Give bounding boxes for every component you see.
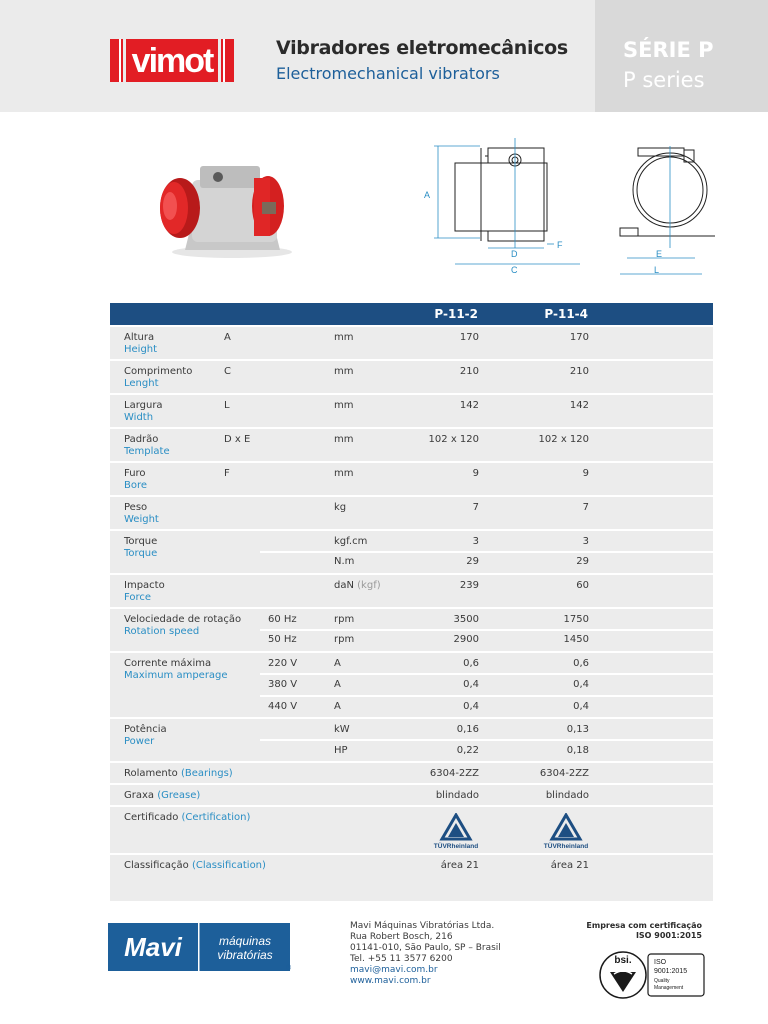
website-link[interactable]: www.mavi.com.br bbox=[350, 976, 431, 986]
vimot-logo-text: vimot bbox=[131, 42, 213, 80]
svg-text:TÜVRheinland: TÜVRheinland bbox=[543, 843, 589, 850]
dimension-drawing bbox=[420, 138, 715, 283]
series-title: SÉRIE P bbox=[623, 38, 714, 62]
table-row-classification: Classificação (Classification) área 21 área 21 bbox=[110, 853, 713, 901]
label-e: E bbox=[656, 249, 663, 259]
svg-text:Mavi: Mavi bbox=[124, 932, 182, 962]
model-col-2: P-11-4 bbox=[544, 307, 588, 321]
label-d: D bbox=[511, 249, 518, 259]
table-row-current: Corrente máxima Maximum amperage 220 V A 0,6 0,6 380 V A 0,4 0,4 440 V A 0,4 0,4 bbox=[110, 651, 713, 717]
svg-text:TÜVRheinland: TÜVRheinland bbox=[433, 843, 479, 850]
tuv-logo bbox=[430, 813, 482, 851]
svg-text:máquinas: máquinas bbox=[218, 934, 272, 948]
spec-table bbox=[110, 303, 713, 901]
certification-title: Empresa com certificação ISO 9001:2015 bbox=[586, 921, 702, 940]
bsi-iso-mark bbox=[598, 950, 706, 1000]
svg-text:vibratórias: vibratórias bbox=[217, 948, 273, 962]
company-address: Mavi Máquinas Vibratórias Ltda. Rua Robert Bosch, 216 01141-010, São Paulo, SP – Brasil Tel. +55 11 3577 6200 mavi@mavi.com.br www.mavi.com.br bbox=[350, 921, 501, 986]
table-row-grease: Graxa (Grease) blindado blindado bbox=[110, 783, 713, 805]
vimot-logo bbox=[110, 39, 234, 82]
table-row-impact: Impacto Force daN (kgf) 239 60 bbox=[110, 573, 713, 607]
email-link[interactable]: mavi@mavi.com.br bbox=[350, 965, 438, 975]
table-row: Padrão Template D x E mm 102 x 120 102 x 120 bbox=[110, 427, 713, 461]
table-row: Furo Bore F mm 9 9 bbox=[110, 461, 713, 495]
table-row-speed: Velociedade de rotação Rotation speed 60 Hz rpm 3500 1750 50 Hz rpm 2900 1450 bbox=[110, 607, 713, 651]
table-row: Altura Height A mm 170 170 bbox=[110, 325, 713, 359]
table-row-certificate: Certificado (Certification) TÜVRheinland TÜVRheinland bbox=[110, 805, 713, 853]
table-row: Peso Weight kg 7 7 bbox=[110, 495, 713, 529]
page-subtitle: Electromechanical vibrators bbox=[276, 64, 500, 83]
label-l: L bbox=[654, 265, 660, 275]
table-row: Largura Width L mm 142 142 bbox=[110, 393, 713, 427]
svg-text:ISO: ISO bbox=[654, 959, 667, 966]
label-a: A bbox=[424, 190, 431, 200]
table-header bbox=[110, 303, 713, 325]
svg-text:9001:2015: 9001:2015 bbox=[654, 968, 688, 975]
svg-text:®: ® bbox=[286, 965, 292, 971]
series-subtitle: P series bbox=[623, 68, 705, 92]
model-col-1: P-11-2 bbox=[434, 307, 478, 321]
svg-text:bsi.: bsi. bbox=[614, 955, 632, 966]
svg-text:Quality: Quality bbox=[654, 978, 670, 984]
label-c: C bbox=[511, 265, 518, 275]
product-photo bbox=[150, 150, 310, 260]
page-title: Vibradores eletromecânicos bbox=[276, 37, 568, 59]
label-f: F bbox=[557, 240, 563, 250]
svg-text:Management: Management bbox=[654, 985, 684, 991]
table-row: Comprimento Lenght C mm 210 210 bbox=[110, 359, 713, 393]
tuv-logo bbox=[540, 813, 592, 851]
table-row-torque: Torque Torque kgf.cm 3 3 N.m 29 29 bbox=[110, 529, 713, 573]
mavi-logo bbox=[108, 923, 293, 971]
table-row-power: Potência Power kW 0,16 0,13 HP 0,22 0,18 bbox=[110, 717, 713, 761]
table-row-bearings: Rolamento (Bearings) 6304-2ZZ 6304-2ZZ bbox=[110, 761, 713, 783]
